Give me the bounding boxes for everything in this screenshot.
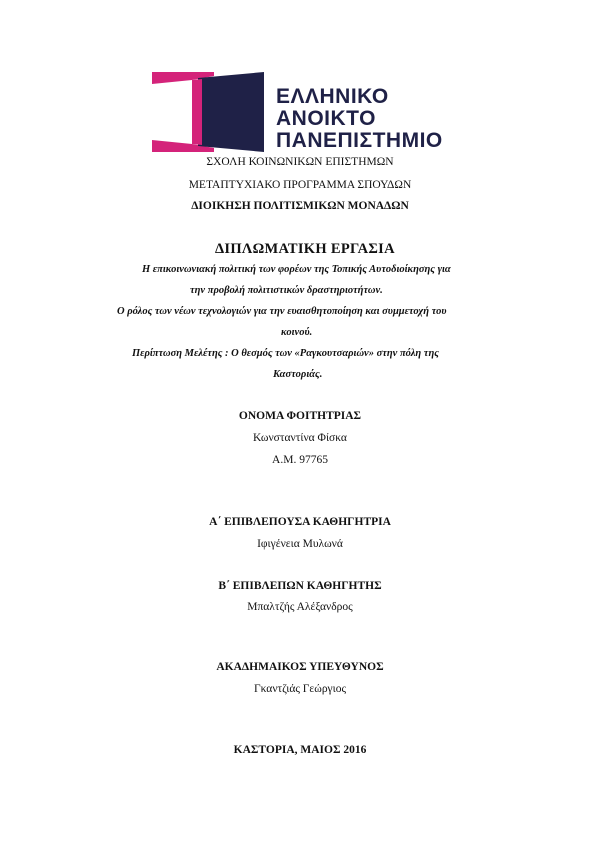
place-date: ΚΑΣΤΟΡΙΑ, ΜΑΙΟΣ 2016 (233, 744, 367, 756)
program-name: ΜΕΤΑΠΤΥΧΙΑΚΟ ΠΡΟΓΡΑΜΜΑ ΣΠΟΥΔΩΝ (188, 179, 412, 191)
subtitle-line-5: Περίπτωση Μελέτης : Ο θεσμός των «Ραγκουτσαριών» στην πόλη της (132, 348, 439, 359)
logo-line-3: ΠΑΝΕΠΙΣΤΗΜΙΟ (276, 129, 443, 152)
logo-line-1: ΕΛΛΗΝΙΚΟ (276, 85, 389, 108)
supervisor-a-label: Α΄ ΕΠΙΒΛΕΠΟΥΣΑ ΚΑΘΗΓΗΤΡΙΑ (209, 516, 391, 528)
subtitle-line-2: την προβολή πολιτιστικών δραστηριοτήτων. (190, 285, 383, 296)
school-name: ΣΧΟΛΗ ΚΟΙΝΩΝΙΚΩΝ ΕΠΙΣΤΗΜΩΝ (206, 156, 394, 168)
subtitle-line-6: Καστοριάς. (273, 369, 323, 380)
subtitle-line-3: Ο ρόλος των νέων τεχνολογιών για την ευαισθητοποίηση και συμμετοχή του (117, 306, 447, 317)
subtitle-line-4: κοινού. (281, 327, 313, 338)
subtitle-line-1: Η επικοινωνιακή πολιτική των φορέων της Τοπικής Αυτοδιοίκησης για (142, 264, 451, 275)
student-label: ΟΝΟΜΑ ΦΟΙΤΗΤΡΙΑΣ (238, 410, 362, 422)
academic-label: ΑΚΑΔΗΜΑΙΚΟΣ ΥΠΕΥΘΥΝΟΣ (216, 661, 384, 673)
supervisor-b-name: Μπαλτζής Αλέξανδρος (247, 601, 353, 613)
logo-line-2: ΑΝΟΙΚΤΟ (276, 107, 376, 130)
university-logo (152, 72, 452, 152)
student-id: Α.Μ. 97765 (272, 454, 328, 466)
academic-name: Γκαντζιάς Γεώργιος (253, 683, 347, 695)
track-name: ΔΙΟΙΚΗΣΗ ΠΟΛΙΤΙΣΜΙΚΩΝ ΜΟΝΑΔΩΝ (191, 200, 409, 212)
supervisor-a-name: Ιφιγένεια Μυλωνά (257, 538, 343, 550)
student-name: Κωνσταντίνα Φίσκα (253, 432, 347, 444)
thesis-heading: ΔΙΠΛΩΜΑΤΙΚΗ ΕΡΓΑΣΙΑ (215, 241, 395, 257)
logo-emblem-icon (152, 72, 264, 152)
supervisor-b-label: Β΄ ΕΠΙΒΛΕΠΩΝ ΚΑΘΗΓΗΤΗΣ (218, 580, 382, 592)
